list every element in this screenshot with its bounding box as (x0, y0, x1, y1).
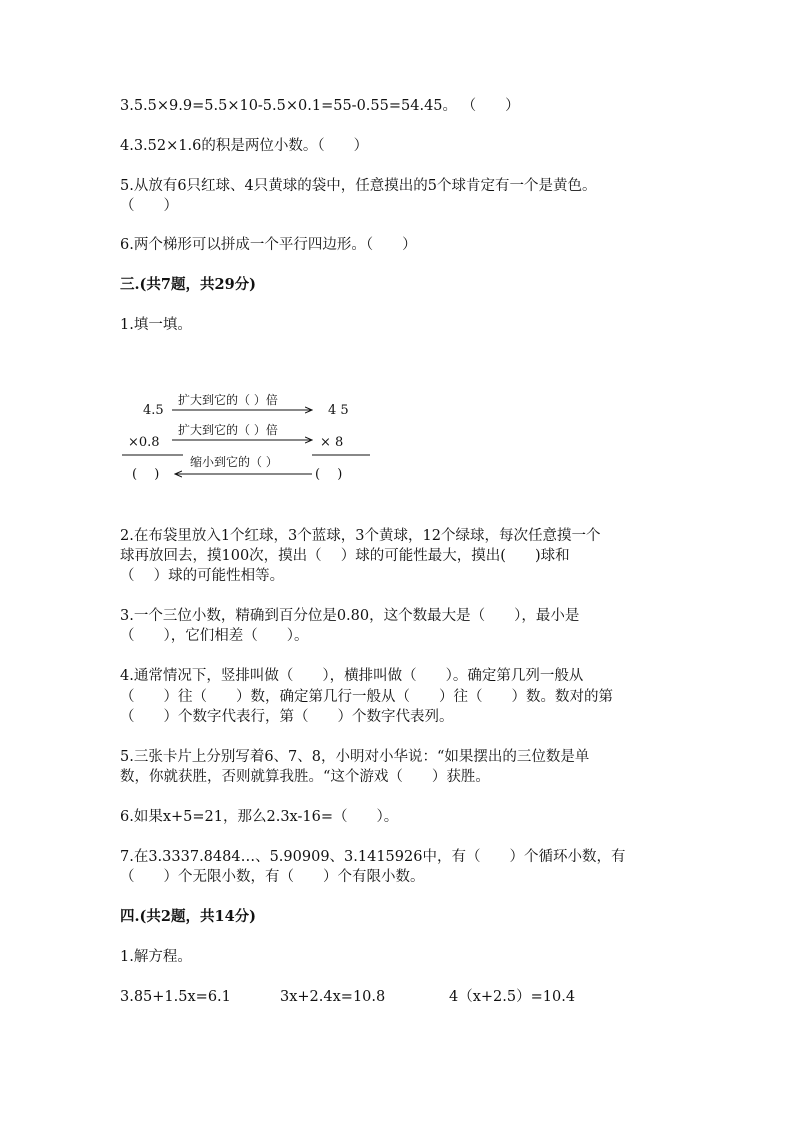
section3-title: 三.(共7题，共29分) (120, 276, 257, 293)
q2-line-2: 球再放回去，摸100次，摸出（ ）球的可能性最大，摸出( )球和 (120, 548, 570, 564)
left-mid-number: ×0.8 (128, 435, 160, 450)
q5-line-2: 数，你就获胜，否则就算我胜。“这个游戏（ ）获胜。 (120, 769, 490, 785)
section4-title: 四.(共2题，共14分) (120, 908, 257, 925)
q2-line-3: （ ）球的可能性相等。 (120, 568, 285, 584)
left-top-number: 4.5 (143, 403, 164, 418)
section4-q1: 1.解方程。 (120, 949, 192, 965)
left-result: ( ) (132, 467, 160, 482)
equation-1: 3.85+1.5x=6.1 (120, 989, 231, 1005)
q5-line-1: 5.三张卡片上分别写着6、7、8，小明对小华说：“如果摆出的三位数是单 (120, 749, 590, 765)
item-6: 6.两个梯形可以拼成一个平行四边形。（ ） (120, 237, 417, 253)
q4-line-1: 4.通常情况下，竖排叫做（ ），横排叫做（ ）。确定第几列一般从 (120, 668, 584, 684)
q7-line-2: （ ）个无限小数，有（ ）个有限小数。 (120, 869, 425, 885)
right-mid-number: × 8 (320, 435, 344, 450)
q4-line-2: （ ）往（ ）数，确定第几行一般从（ ）往（ ）数。数对的第 (120, 689, 613, 705)
q7-line-1: 7.在3.3337.8484…、5.90909、3.1415926中，有（ ）个循环小数，有 (120, 849, 626, 865)
right-top-number: 4 5 (328, 403, 349, 418)
item-5-blank: （ ） (120, 198, 178, 214)
q2-line-1: 2.在布袋里放入1个红球，3个蓝球，3个黄球，12个绿球，每次任意摸一个 (120, 528, 601, 544)
arrow-2-label: 扩大到它的（ ）倍 (178, 423, 278, 437)
section3-q1: 1.填一填。 (120, 317, 192, 333)
q3-line-2: （ ），它们相差（ ）。 (120, 628, 309, 644)
equation-3: 4（x+2.5）=10.4 (449, 989, 576, 1005)
item-4: 4.3.52×1.6的积是两位小数。（ ） (120, 138, 369, 154)
arrow-3-label: 缩小到它的（ ） (190, 455, 278, 469)
right-result: ( ) (315, 467, 343, 482)
fill-in-diagram (115, 388, 385, 488)
item-3: 3.5.5×9.9=5.5×10-5.5×0.1=55-0.55=54.45。 （ ） (120, 98, 520, 114)
equation-2: 3x+2.4x=10.8 (280, 989, 386, 1005)
q6-line: 6.如果x+5=21，那么2.3x-16=（ ）。 (120, 809, 399, 825)
item-5: 5.从放有6只红球、4只黄球的袋中，任意摸出的5个球肯定有一个是黄色。 (120, 178, 597, 194)
q4-line-3: （ ）个数字代表行，第（ ）个数字代表列。 (120, 709, 454, 725)
arrow-1-label: 扩大到它的（ ）倍 (178, 393, 278, 407)
q3-line-1: 3.一个三位小数，精确到百分位是0.80，这个数最大是（ ），最小是 (120, 608, 580, 624)
